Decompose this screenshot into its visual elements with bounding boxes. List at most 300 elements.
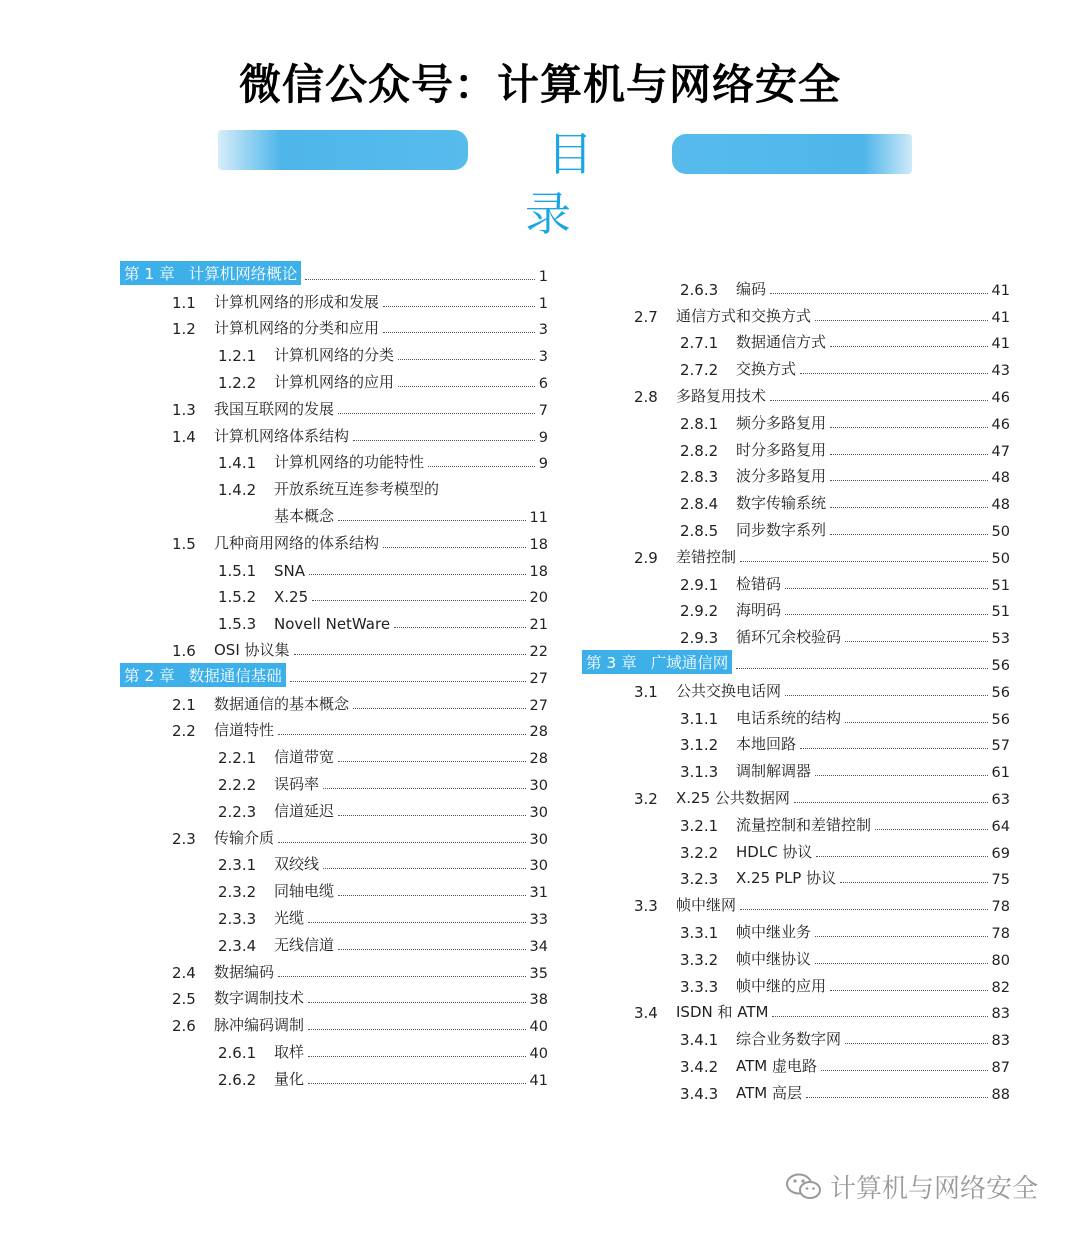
toc-entry-page: 83 <box>991 1006 1010 1023</box>
toc-entry <box>120 285 548 312</box>
toc-entry-number: 2.6 <box>172 1017 196 1036</box>
toc-entry-number: 2.8 <box>634 387 658 406</box>
toc-entry <box>120 392 548 419</box>
toc-entry <box>120 740 548 767</box>
toc-dot-leader <box>308 1002 526 1003</box>
toc-entry-number: 2.8.4 <box>680 495 719 514</box>
toc-entry-page: 7 <box>538 402 548 419</box>
toc-entry-title: X.25 PLP 协议 <box>736 869 837 888</box>
toc-entry <box>582 915 1010 942</box>
toc-entry <box>582 808 1010 835</box>
toc-dot-leader <box>830 507 988 508</box>
toc-entry <box>120 928 548 955</box>
toc-dot-leader <box>323 788 526 789</box>
toc-entry <box>582 540 1010 567</box>
toc-entry-number: 1.5 <box>172 534 196 553</box>
toc-entry-number: 2.9.2 <box>680 602 719 621</box>
toc-entry-title: 双绞线 <box>274 855 320 874</box>
toc-entry-number: 3.3.1 <box>680 923 719 942</box>
toc-entry-page: 31 <box>529 885 548 902</box>
toc-entry-page: 78 <box>991 899 1010 916</box>
toc-entry-number: 3.4.1 <box>680 1031 719 1050</box>
toc-entry <box>582 754 1010 781</box>
toc-entry-number: 2.9 <box>634 548 658 567</box>
toc-entry <box>582 486 1010 513</box>
toc-entry-title: 量化 <box>274 1069 305 1088</box>
toc-entry-page: 9 <box>538 456 548 473</box>
toc-entry-number: 1.6 <box>172 641 196 660</box>
toc-entry-number: 3.1.2 <box>680 736 719 755</box>
toc-entry-number: 2.3.4 <box>218 936 257 955</box>
toc-entry-title: 通信方式和交换方式 <box>676 306 812 325</box>
toc-dot-leader <box>394 627 525 628</box>
toc-entry <box>582 701 1010 728</box>
watermark <box>784 1168 1038 1205</box>
toc-entry-number: 1.5.3 <box>218 615 257 634</box>
toc-entry-number: 2.8.3 <box>680 468 719 487</box>
toc-entry-title: 计算机网络概论 <box>185 261 302 285</box>
toc-dot-leader <box>830 534 988 535</box>
toc-entry-title: Novell NetWare <box>274 615 391 634</box>
toc-entry-number: 3.1.1 <box>680 709 719 728</box>
toc-entry-page: 48 <box>991 497 1010 514</box>
toc-entry-title: 综合业务数字网 <box>736 1030 842 1049</box>
toc-dot-leader <box>309 574 526 575</box>
toc-entry-page: 57 <box>991 738 1010 755</box>
toc-entry-title: ISDN 和 ATM <box>676 1003 769 1022</box>
toc-entry-title: 编码 <box>736 279 767 298</box>
toc-entry <box>582 835 1010 862</box>
toc-entry <box>582 888 1010 915</box>
toc-entry <box>120 553 548 580</box>
toc-entry-page: 41 <box>529 1072 548 1089</box>
toc-entry-page: 64 <box>991 818 1010 835</box>
toc-entry-title: 数据通信基础 <box>185 663 286 687</box>
toc-dot-leader <box>845 641 988 642</box>
toc-entry-number: 2.9.3 <box>680 629 719 648</box>
toc-dot-leader <box>815 775 988 776</box>
toc-entry-page: 28 <box>529 724 548 741</box>
toc-entry-page: 18 <box>529 536 548 553</box>
toc-entry <box>120 499 548 526</box>
toc-entry-number: 3.2.3 <box>680 870 719 889</box>
toc-entry <box>582 352 1010 379</box>
toc-entry-title: 计算机网络的功能特性 <box>274 453 425 472</box>
toc-entry-page: 21 <box>529 617 548 634</box>
toc-entry-page: 9 <box>538 429 548 446</box>
toc-entry-number: 3.3 <box>634 897 658 916</box>
toc-entry <box>120 338 548 365</box>
toc-entry-page: 30 <box>529 831 548 848</box>
toc-dot-leader <box>338 949 526 950</box>
toc-dot-leader <box>830 990 988 991</box>
toc-entry-number: 2.8.5 <box>680 521 719 540</box>
toc-entry-title: 同步数字系列 <box>736 520 827 539</box>
toc-dot-leader <box>845 722 988 723</box>
toc-entry-number: 2.8.2 <box>680 441 719 460</box>
toc-entry-number: 2.6.2 <box>218 1070 257 1089</box>
toc-entry-title: 电话系统的结构 <box>736 708 842 727</box>
toc-dot-leader <box>830 480 988 481</box>
toc-entry <box>582 969 1010 996</box>
toc-dot-leader <box>323 868 526 869</box>
toc-entry <box>120 472 548 499</box>
toc-entry-number: 1.4 <box>172 427 196 446</box>
toc-entry <box>582 379 1010 406</box>
toc-entry-title: 无线信道 <box>274 935 335 954</box>
toc-entry-page: 56 <box>991 684 1010 701</box>
toc-dot-leader <box>785 588 988 589</box>
toc-chapter-entry <box>582 647 1010 674</box>
toc-entry-number: 3.4.3 <box>680 1084 719 1103</box>
toc-entry-page: 6 <box>538 375 548 392</box>
toc-entry-title: 公共交换电话网 <box>676 681 782 700</box>
toc-entry-title: 帧中继网 <box>676 896 737 915</box>
toc-banner <box>0 124 1080 241</box>
toc-entry-title: 帧中继协议 <box>736 949 812 968</box>
toc-entry-page: 46 <box>991 389 1010 406</box>
toc-entry-number: 2.2.1 <box>218 749 257 768</box>
toc-dot-leader <box>383 332 535 333</box>
toc-entry <box>582 620 1010 647</box>
toc-entry-page: 3 <box>538 349 548 366</box>
toc-entry <box>120 714 548 741</box>
toc-entry-title: 广域通信网 <box>647 650 733 674</box>
toc-dot-leader <box>338 761 526 762</box>
toc-dot-leader <box>772 1016 987 1017</box>
toc-entry-title: 同轴电缆 <box>274 882 335 901</box>
toc-entry-page: 11 <box>529 509 548 526</box>
toc-dot-leader <box>736 668 987 669</box>
toc-dot-leader <box>278 976 526 977</box>
toc-entry-number: 2.2.3 <box>218 802 257 821</box>
toc-entry-number: 第 2 章 <box>120 663 185 687</box>
toc-entry-title: 取样 <box>274 1042 305 1061</box>
toc-entry-number: 1.5.2 <box>218 588 257 607</box>
toc-entry-page: 40 <box>529 1045 548 1062</box>
toc-entry-title: 帧中继的应用 <box>736 976 827 995</box>
toc-entry-title: 光缆 <box>274 908 305 927</box>
toc-entry <box>582 433 1010 460</box>
toc-entry-number: 3.4.2 <box>680 1057 719 1076</box>
toc-entry-number: 1.2.1 <box>218 347 257 366</box>
toc-entry-title: 本地回路 <box>736 735 797 754</box>
toc-entry-title: 数字调制技术 <box>214 989 305 1008</box>
toc-entry <box>582 942 1010 969</box>
toc-entry-number: 第 3 章 <box>582 650 647 674</box>
toc-entry-page: 41 <box>991 309 1010 326</box>
toc-entry-title: 信道特性 <box>214 721 275 740</box>
toc-dot-leader <box>740 561 988 562</box>
toc-entry-number: 2.3.3 <box>218 909 257 928</box>
toc-entry-title: ATM 虚电路 <box>736 1056 817 1075</box>
toc-entry-page: 46 <box>991 416 1010 433</box>
toc-entry-number: 3.2.2 <box>680 843 719 862</box>
toc-entry <box>582 272 1010 299</box>
toc-entry-title: 计算机网络的分类和应用 <box>214 319 380 338</box>
toc-entry-page: 27 <box>529 697 548 714</box>
toc-entry-title: 调制解调器 <box>736 762 812 781</box>
toc-entry-number: 2.1 <box>172 695 196 714</box>
toc-entry-title: 数据通信方式 <box>736 333 827 352</box>
toc-dot-leader <box>785 695 988 696</box>
toc-entry-title: 数据通信的基本概念 <box>214 694 350 713</box>
toc-dot-leader <box>845 1043 988 1044</box>
toc-entry <box>120 901 548 928</box>
toc-entry-page: 18 <box>529 563 548 580</box>
toc-entry <box>120 312 548 339</box>
banner-band-right <box>672 134 912 174</box>
toc-entry <box>582 1022 1010 1049</box>
toc-dot-leader <box>353 440 535 441</box>
toc-dot-leader <box>770 293 988 294</box>
toc-entry-page: 30 <box>529 777 548 794</box>
toc-entry-page: 50 <box>991 523 1010 540</box>
toc-dot-leader <box>840 882 987 883</box>
toc-entry-number: 2.9.1 <box>680 575 719 594</box>
toc-entry-page: 56 <box>991 711 1010 728</box>
banner-band-left <box>218 130 468 170</box>
toc-entry-title: HDLC 协议 <box>736 842 813 861</box>
toc-dot-leader <box>294 654 526 655</box>
toc-entry-title: 开放系统互连参考模型的 <box>274 480 440 499</box>
watermark-text: 计算机与网络安全 <box>830 1174 1039 1204</box>
toc-entry-page: 63 <box>991 791 1010 808</box>
toc-entry-page: 33 <box>529 911 548 928</box>
toc-entry-number: 1.2.2 <box>218 373 257 392</box>
toc-entry-page: 61 <box>991 765 1010 782</box>
toc-entry-number: 2.8.1 <box>680 414 719 433</box>
toc-dot-leader <box>338 815 526 816</box>
toc-dot-leader <box>383 306 535 307</box>
toc-entry <box>120 633 548 660</box>
toc-entry-number: 1.4.2 <box>218 481 257 500</box>
toc-dot-leader <box>806 1097 988 1098</box>
toc-entry-number: 3.4 <box>634 1004 658 1023</box>
toc-entry-number: 2.3.2 <box>218 883 257 902</box>
toc-entry-title: 数据编码 <box>214 962 275 981</box>
toc-entry-page: 50 <box>991 550 1010 567</box>
toc-dot-leader <box>312 600 525 601</box>
toc-dot-leader <box>278 734 526 735</box>
toc-dot-leader <box>278 842 526 843</box>
toc-dot-leader <box>338 895 526 896</box>
toc-entry-page: 1 <box>538 295 548 312</box>
toc-entry-number: 2.2.2 <box>218 775 257 794</box>
toc-entry-page: 1 <box>538 268 548 285</box>
toc-dot-leader <box>353 708 526 709</box>
toc-entry-page: 53 <box>991 631 1010 648</box>
toc-column-left <box>120 258 548 1089</box>
toc-entry <box>120 1035 548 1062</box>
toc-entry-title: 交换方式 <box>736 360 797 379</box>
toc-entry-number: 3.3.3 <box>680 977 719 996</box>
toc-entry-page: 43 <box>991 363 1010 380</box>
toc-entry <box>582 567 1010 594</box>
toc-entry <box>120 982 548 1009</box>
toc-dot-leader <box>785 614 988 615</box>
toc-entry-page: 82 <box>991 979 1010 996</box>
toc-entry-number: 2.2 <box>172 722 196 741</box>
toc-entry-number: 2.6.3 <box>680 280 719 299</box>
toc-chapter-entry <box>120 660 548 687</box>
toc-entry-title: 时分多路复用 <box>736 440 827 459</box>
toc-entry-number: 2.7.1 <box>680 334 719 353</box>
toc-entry-number: 1.1 <box>172 293 196 312</box>
toc-dot-leader <box>338 413 535 414</box>
toc-entry-page: 22 <box>529 643 548 660</box>
toc-entry-title: 误码率 <box>274 774 320 793</box>
toc-entry <box>120 526 548 553</box>
toc-entry-page: 75 <box>991 872 1010 889</box>
toc-entry-number: 3.2.1 <box>680 816 719 835</box>
toc-entry <box>582 674 1010 701</box>
toc-entry <box>582 326 1010 353</box>
toc-entry-title: 计算机网络的应用 <box>274 372 395 391</box>
toc-entry-page: 38 <box>529 992 548 1009</box>
toc-entry-title: ATM 高层 <box>736 1083 802 1102</box>
toc-entry-page: 88 <box>991 1086 1010 1103</box>
toc-entry <box>582 406 1010 433</box>
toc-entry-title: 波分多路复用 <box>736 467 827 486</box>
toc-entry <box>120 767 548 794</box>
toc-entry-title: 流量控制和差错控制 <box>736 815 872 834</box>
toc-entry <box>582 781 1010 808</box>
toc-dot-leader <box>308 1056 526 1057</box>
toc-entry-number: 3.1.3 <box>680 763 719 782</box>
toc-entry-title: OSI 协议集 <box>214 640 290 659</box>
toc-entry-title: 差错控制 <box>676 547 737 566</box>
toc-entry-title: 计算机网络的分类 <box>274 346 395 365</box>
toc-entry-number: 2.5 <box>172 990 196 1009</box>
toc-entry-page: 27 <box>529 670 548 687</box>
toc-entry <box>582 996 1010 1023</box>
toc-entry <box>582 1049 1010 1076</box>
toc-entry <box>120 687 548 714</box>
toc-dot-leader <box>398 386 535 387</box>
toc-dot-leader <box>398 359 535 360</box>
toc-entry-page: 83 <box>991 1033 1010 1050</box>
toc-entry <box>582 594 1010 621</box>
toc-entry-number: 3.1 <box>634 682 658 701</box>
toc-dot-leader <box>308 922 526 923</box>
toc-entry-number: 2.4 <box>172 963 196 982</box>
toc-entry <box>120 955 548 982</box>
toc-entry <box>120 848 548 875</box>
toc-entry-number: 1.2 <box>172 320 196 339</box>
toc-entry <box>120 606 548 633</box>
toc-entry-page: 41 <box>991 336 1010 353</box>
toc-entry-title: 循环冗余校验码 <box>736 628 842 647</box>
toc-entry-title: 数字传输系统 <box>736 494 827 513</box>
toc-entry-number: 1.4.1 <box>218 454 257 473</box>
toc-entry <box>582 513 1010 540</box>
toc-entry <box>582 728 1010 755</box>
toc-entry-title: 计算机网络的形成和发展 <box>214 292 380 311</box>
toc-dot-leader <box>770 400 988 401</box>
wechat-icon <box>784 1171 824 1203</box>
toc-entry-title: 几种商用网络的体系结构 <box>214 533 380 552</box>
toc-dot-leader <box>830 346 988 347</box>
toc-entry-title: 海明码 <box>736 601 782 620</box>
toc-entry <box>120 580 548 607</box>
toc-entry-page: 51 <box>991 577 1010 594</box>
toc-entry-title: 计算机网络体系结构 <box>214 426 350 445</box>
toc-dot-leader <box>830 427 988 428</box>
toc-entry-page: 87 <box>991 1059 1010 1076</box>
toc-entry-number: 第 1 章 <box>120 261 185 285</box>
toc-entry <box>582 299 1010 326</box>
toc-entry <box>120 1008 548 1035</box>
toc-entry-number: 2.7 <box>634 307 658 326</box>
toc-entry <box>120 794 548 821</box>
toc-dot-leader <box>815 320 988 321</box>
toc-dot-leader <box>308 1029 526 1030</box>
toc-entry-page: 3 <box>538 322 548 339</box>
toc-entry <box>582 460 1010 487</box>
toc-chapter-entry <box>120 258 548 285</box>
toc-entry-title: 信道延迟 <box>274 801 335 820</box>
toc-entry-page: 51 <box>991 604 1010 621</box>
toc-entry-title: 信道带宽 <box>274 748 335 767</box>
toc-dot-leader <box>338 520 526 521</box>
toc-dot-leader <box>815 963 988 964</box>
toc-entry-number: 2.6.1 <box>218 1043 257 1062</box>
toc-entry-number: 1.5.1 <box>218 561 257 580</box>
toc-entry-page: 56 <box>991 657 1010 674</box>
toc-dot-leader <box>875 829 988 830</box>
toc-heading: 目录 <box>525 127 637 241</box>
toc-entry-page: 34 <box>529 938 548 955</box>
toc-dot-leader <box>830 454 988 455</box>
toc-entry-page: 80 <box>991 952 1010 969</box>
toc-entry-title: 频分多路复用 <box>736 413 827 432</box>
toc-entry-title: 脉冲编码调制 <box>214 1016 305 1035</box>
toc-entry-page: 78 <box>991 925 1010 942</box>
toc-entry-page: 40 <box>529 1019 548 1036</box>
toc-dot-leader <box>800 748 988 749</box>
toc-entry-page: 41 <box>991 282 1010 299</box>
toc-dot-leader <box>305 279 535 280</box>
toc-entry-page: 28 <box>529 751 548 768</box>
toc-entry-title: 基本概念 <box>274 506 335 525</box>
toc-dot-leader <box>290 681 526 682</box>
toc-dot-leader <box>428 466 535 467</box>
toc-entry <box>582 862 1010 889</box>
toc-entry-page: 35 <box>529 965 548 982</box>
toc-entry-title: X.25 <box>274 588 309 607</box>
toc-entry <box>120 419 548 446</box>
toc-entry-title: 传输介质 <box>214 828 275 847</box>
toc-entry-page: 47 <box>991 443 1010 460</box>
toc-entry <box>120 874 548 901</box>
toc-entry-page: 30 <box>529 804 548 821</box>
toc-dot-leader <box>800 373 988 374</box>
toc-entry-title: 我国互联网的发展 <box>214 399 335 418</box>
toc-dot-leader <box>308 1083 526 1084</box>
toc-entry <box>120 821 548 848</box>
toc-entry-page: 69 <box>991 845 1010 862</box>
toc-entry-page: 48 <box>991 470 1010 487</box>
toc-entry-title: 帧中继业务 <box>736 922 812 941</box>
toc-dot-leader <box>383 547 526 548</box>
toc-column-right <box>582 272 1010 1103</box>
page-title: 微信公众号：计算机与网络安全 <box>238 60 841 109</box>
toc-entry-page: 20 <box>529 590 548 607</box>
toc-entry-number: 1.3 <box>172 400 196 419</box>
toc-entry <box>120 446 548 473</box>
toc-entry-title: SNA <box>274 561 306 580</box>
